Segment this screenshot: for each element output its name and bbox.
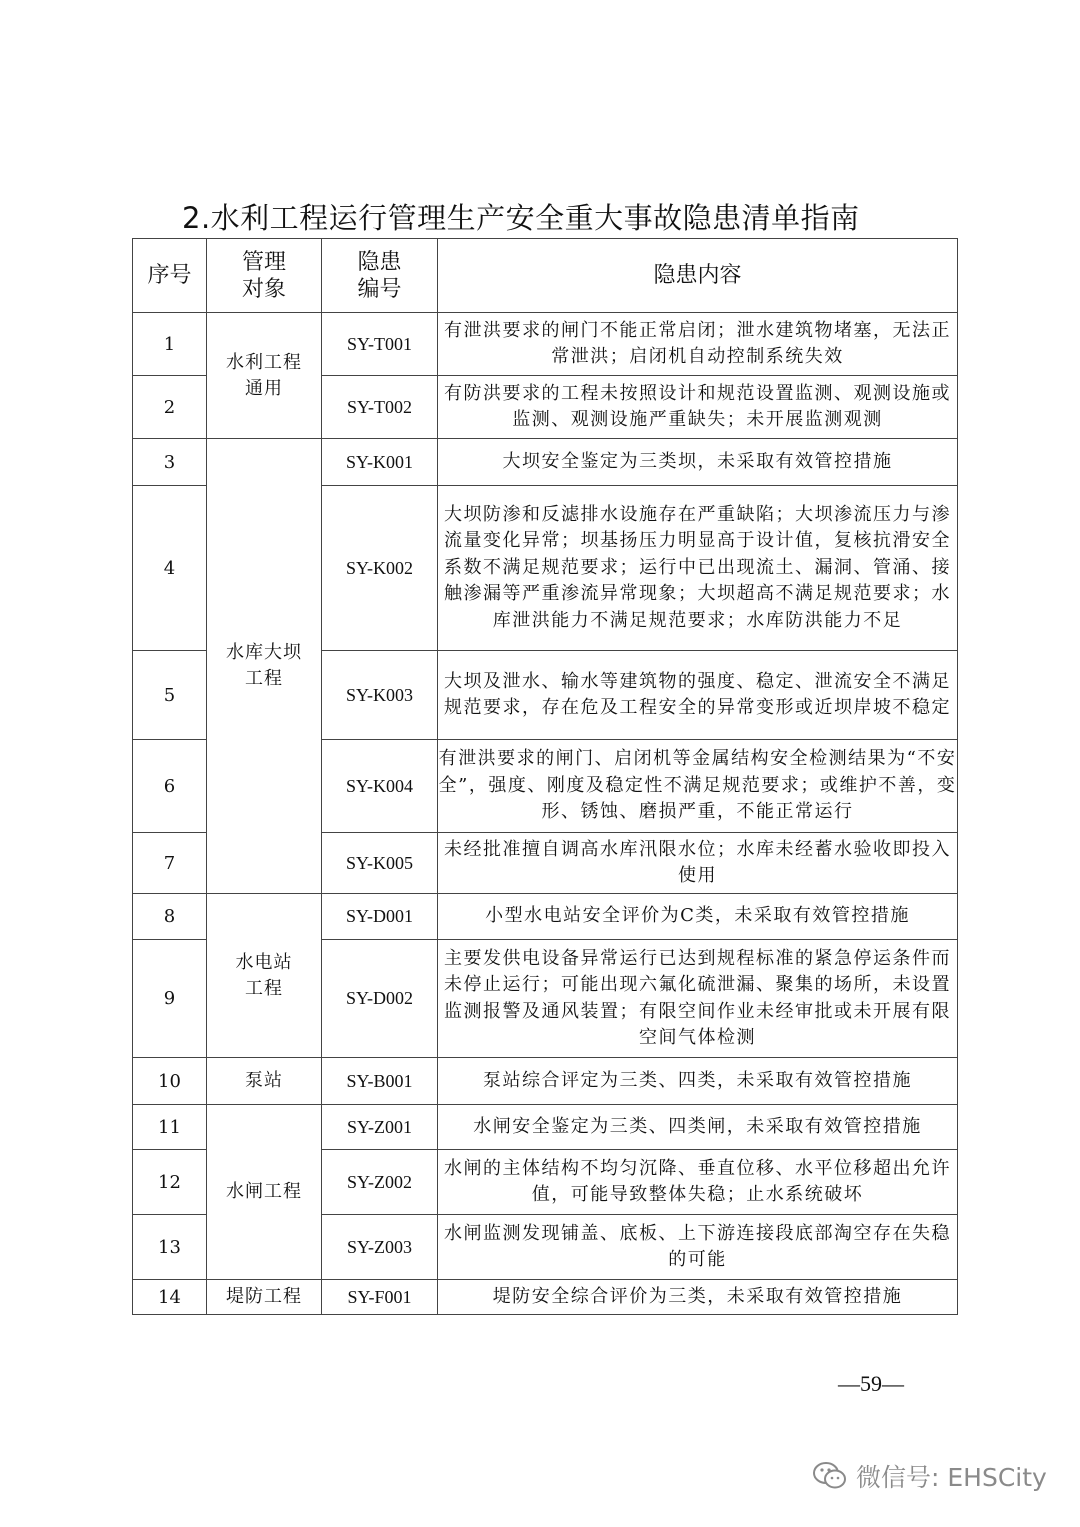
header-object	[207, 239, 322, 313]
hazard-content: 小型水电站安全评价为C类，未采取有效管控措施	[438, 894, 958, 940]
row-index: 7	[133, 833, 207, 894]
document-title: 2.水利工程运行管理生产安全重大事故隐患清单指南	[182, 201, 860, 235]
row-index: 3	[133, 439, 207, 486]
hazard-content: 有泄洪要求的闸门、启闭机等金属结构安全检测结果为“不安全”，强度、刚度及稳定性不满足规范要求；或维护不善，变形、锈蚀、磨损严重，不能正常运行	[438, 740, 958, 833]
row-index: 6	[133, 740, 207, 833]
category-line: 工程	[245, 977, 283, 999]
hazard-code: SY-Z003	[322, 1215, 438, 1280]
hazard-code: SY-K002	[322, 486, 438, 651]
page-number: —59—	[838, 1371, 904, 1396]
category-line: 工程	[245, 668, 283, 689]
table-row	[133, 894, 958, 940]
row-index: 8	[133, 894, 207, 940]
management-object-cell	[207, 313, 322, 439]
hazard-code: SY-B001	[322, 1058, 438, 1105]
hazard-code: SY-D002	[322, 940, 438, 1058]
hazard-content: 大坝防渗和反滤排水设施存在严重缺陷；大坝渗流压力与渗流量变化异常；坝基扬压力明显高于设计值，复核抗滑安全系数不满足规范要求；运行中已出现流土、漏洞、管涌、接触渗漏等严重渗流异常现象；大坝超高不满足规范要求；水库泄洪能力不满足规范要求；水库防洪能力不足	[438, 486, 958, 651]
hazard-content: 水闸安全鉴定为三类、四类闸，未采取有效管控措施	[438, 1105, 958, 1150]
table-row	[133, 439, 958, 486]
row-index: 5	[133, 651, 207, 740]
row-index: 1	[133, 313, 207, 376]
hazard-content: 大坝及泄水、输水等建筑物的强度、稳定、泄流安全不满足规范要求，存在危及工程安全的异常变形或近坝岸坡不稳定	[438, 651, 958, 740]
watermark	[812, 1458, 1047, 1494]
hazard-content: 堤防安全综合评价为三类，未采取有效管控措施	[438, 1280, 958, 1315]
table-row	[133, 1280, 958, 1315]
row-index: 14	[133, 1280, 207, 1315]
hazard-code: SY-F001	[322, 1280, 438, 1315]
hazard-code: SY-K005	[322, 833, 438, 894]
header-content	[438, 239, 958, 313]
hazard-content: 主要发供电设备异常运行已达到规程标准的紧急停运条件而未停止运行；可能出现六氟化硫泄漏、聚集的场所，未设置监测报警及通风装置；有限空间作业未经审批或未开展有限空间气体检测	[438, 940, 958, 1058]
management-object-cell	[207, 439, 322, 894]
hazard-code: SY-K003	[322, 651, 438, 740]
category-line: 水闸工程	[226, 1181, 302, 1202]
row-index: 11	[133, 1105, 207, 1150]
category-line: 堤防工程	[226, 1286, 302, 1307]
hazard-code: SY-T002	[322, 376, 438, 439]
header-code	[322, 239, 438, 313]
header-index-text: 序号	[147, 263, 192, 288]
row-index: 4	[133, 486, 207, 651]
management-object-cell	[207, 894, 322, 1058]
wechat-icon	[812, 1461, 848, 1491]
hazard-content: 有防洪要求的工程未按照设计和规范设置监测、观测设施或监测、观测设施严重缺失；未开展监测观测	[438, 376, 958, 439]
row-index: 9	[133, 940, 207, 1058]
hazard-content: 水闸监测发现铺盖、底板、上下游连接段底部淘空存在失稳的可能	[438, 1215, 958, 1280]
row-index: 2	[133, 376, 207, 439]
row-index: 13	[133, 1215, 207, 1280]
category-line: 泵站	[245, 1070, 283, 1091]
hazard-content: 未经批准擅自调高水库汛限水位；水库未经蓄水验收即投入使用	[438, 833, 958, 894]
header-code-line1: 隐患	[357, 249, 402, 275]
management-object-cell	[207, 1105, 322, 1280]
hazard-list-table	[132, 238, 958, 1315]
watermark-text: 微信号: EHSCity	[856, 1463, 1047, 1492]
table-row	[133, 1058, 958, 1105]
table-row	[133, 313, 958, 376]
hazard-code: SY-Z002	[322, 1150, 438, 1215]
hazard-code: SY-D001	[322, 894, 438, 940]
hazard-code: SY-K004	[322, 740, 438, 833]
hazard-content: 大坝安全鉴定为三类坝，未采取有效管控措施	[438, 439, 958, 486]
hazard-content: 有泄洪要求的闸门不能正常启闭；泄水建筑物堵塞，无法正常泄洪；启闭机自动控制系统失效	[438, 313, 958, 376]
category-line: 通用	[245, 377, 283, 399]
table-header-row	[133, 239, 958, 313]
header-object-line1: 管理	[241, 249, 286, 275]
hazard-content: 水闸的主体结构不均匀沉降、垂直位移、水平位移超出允许值，可能导致整体失稳；止水系统破坏	[438, 1150, 958, 1215]
header-object-line2: 对象	[241, 276, 286, 302]
hazard-code: SY-K001	[322, 439, 438, 486]
hazard-content: 泵站综合评定为三类、四类，未采取有效管控措施	[438, 1058, 958, 1105]
row-index: 10	[133, 1058, 207, 1105]
table-row	[133, 1105, 958, 1150]
category-line: 水利工程	[226, 351, 302, 373]
row-index: 12	[133, 1150, 207, 1215]
header-code-line2: 编号	[357, 276, 402, 302]
category-line: 水电站	[235, 951, 293, 973]
header-index	[133, 239, 207, 313]
header-content-text: 隐患内容	[653, 263, 742, 288]
management-object-cell	[207, 1280, 322, 1315]
hazard-code: SY-Z001	[322, 1105, 438, 1150]
hazard-code: SY-T001	[322, 313, 438, 376]
management-object-cell	[207, 1058, 322, 1105]
category-line: 水库大坝	[226, 642, 302, 663]
